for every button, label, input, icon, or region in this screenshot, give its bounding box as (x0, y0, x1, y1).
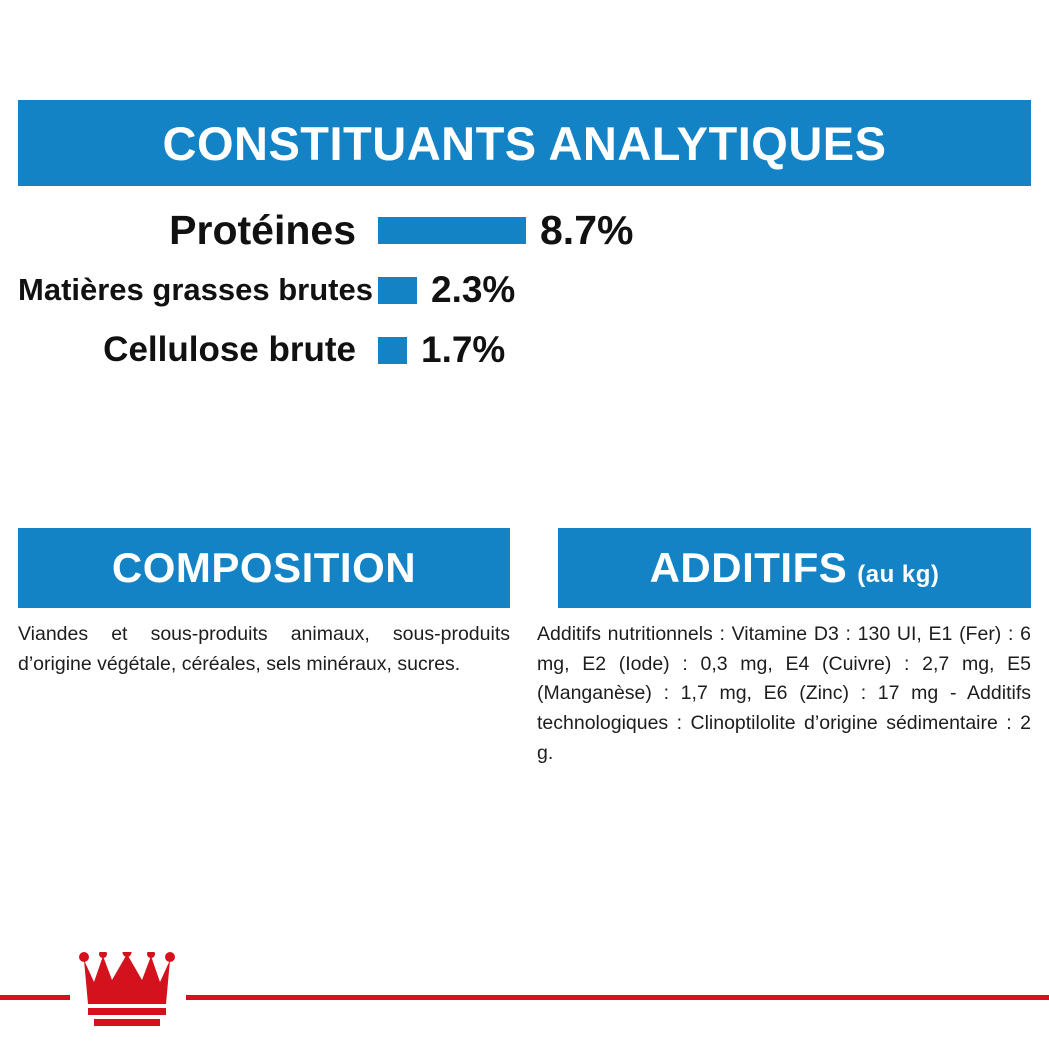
analytical-constituents-banner (18, 100, 1031, 186)
nutrient-row-fat (18, 260, 1031, 320)
additives-text: Additifs nutritionnels : Vitamine D3 : 130 UI, E1 (Fer) : 6 mg, E2 (Iode) : 0,3 mg, E4 (Cuivre) : 2,7 mg, E5 (Manganèse) : 1,7 mg, E6 (Zinc) : 17 mg - Additifs technologiques : Clinoptilolite d’origine sédimentaire : 2 g. (537, 623, 1031, 764)
analytical-constituents-title: CONSTITUANTS ANALYTIQUES (162, 116, 887, 170)
additives-title-wrap (649, 544, 940, 591)
nutrient-row-fibre (18, 320, 1031, 380)
additives-title-unit: (au kg) (857, 561, 940, 588)
nutrient-value-protein: 8.7% (540, 206, 634, 253)
nutrient-label-protein: Protéines (169, 206, 356, 253)
nutrient-value-fibre: 1.7% (421, 329, 506, 370)
additives-title: ADDITIFS (649, 544, 848, 591)
nutrient-label-fibre: Cellulose brute (103, 330, 356, 369)
nutrient-bar-fat (378, 277, 417, 304)
nutrient-row-protein (18, 200, 1031, 260)
nutrient-value-fat: 2.3% (431, 269, 516, 310)
nutrient-bar-protein (378, 217, 526, 244)
composition-text: Viandes et sous-produits animaux, sous-produits d’origine végétale, céréales, sels minéraux, sucres. (18, 623, 510, 675)
footer-rule-right (186, 995, 1049, 1000)
nutrient-bar-fibre (378, 337, 407, 364)
composition-title: COMPOSITION (111, 544, 417, 591)
nutrient-list (18, 200, 1031, 380)
additives-banner (558, 528, 1031, 608)
royal-canin-crown-logo (72, 952, 182, 1030)
composition-banner (18, 528, 510, 608)
nutrient-label-fat: Matières grasses brutes (18, 272, 373, 307)
footer-rule-left (0, 995, 70, 1000)
